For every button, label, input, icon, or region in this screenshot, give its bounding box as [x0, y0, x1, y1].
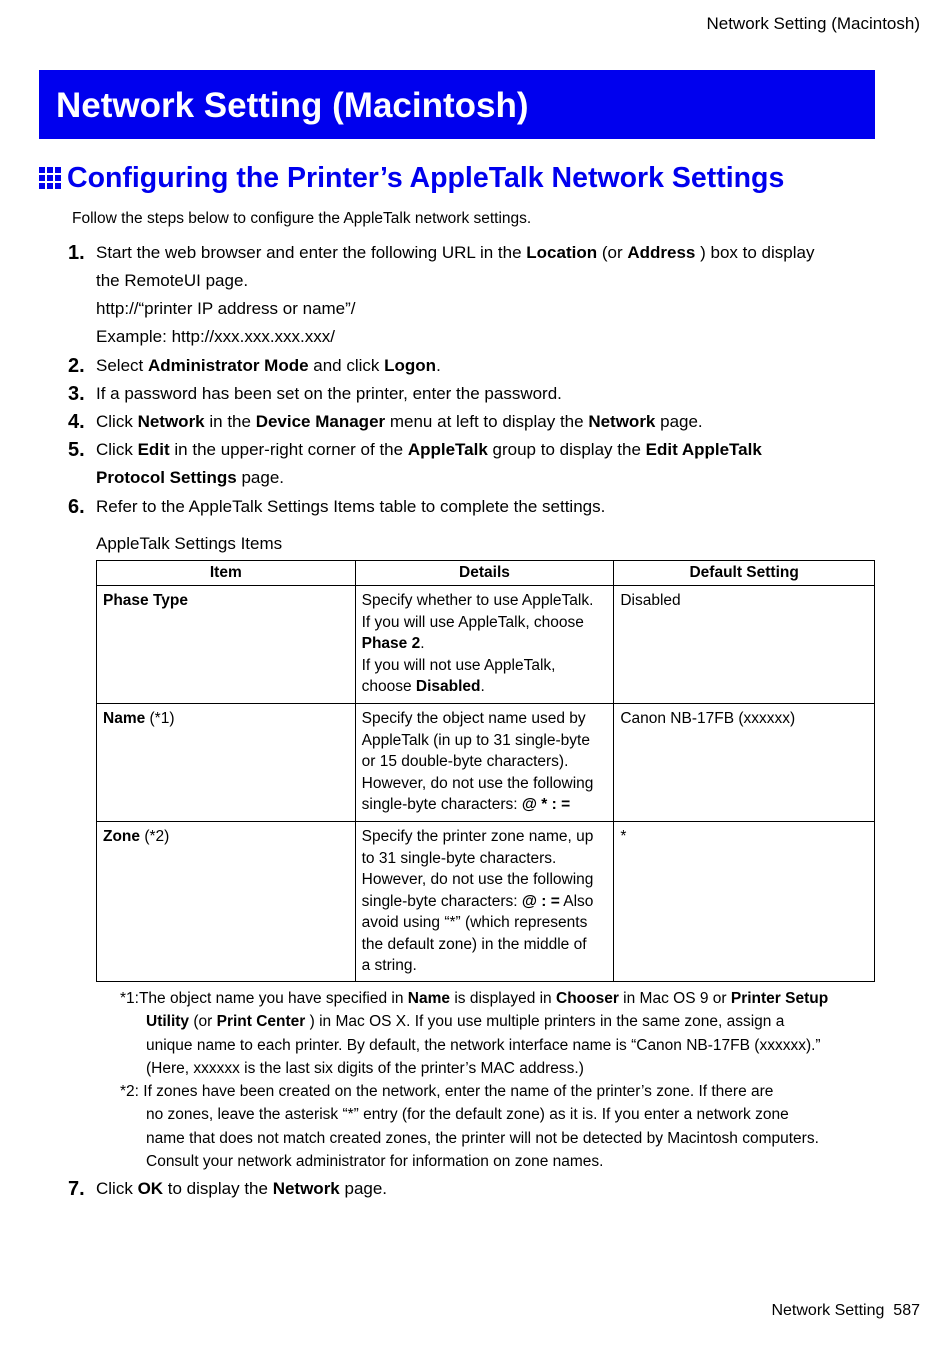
url-template: http://“printer IP address or name”/ — [96, 299, 356, 318]
ui-term: Administrator Mode — [147, 356, 309, 375]
ui-term: Logon — [384, 356, 437, 375]
item-name: Zone — [103, 828, 141, 845]
forbidden-chars: @ : = — [521, 892, 560, 910]
details-line: single-byte characters: — [361, 892, 522, 910]
grid-icon — [39, 167, 61, 189]
step-text: and click — [308, 356, 385, 375]
note-text: no zones, leave the asterisk “*” entry (for the default zone) as it is. If you enter a network zone — [146, 1106, 789, 1124]
details-cell — [355, 822, 614, 982]
step-number: 5. — [68, 439, 85, 461]
note-text: unique name to each printer. By default, the network interface name is “Canon NB-17FB (xxxxxx).” — [146, 1036, 821, 1054]
details-line: Specify the object name used by — [361, 710, 586, 727]
note-text: name that does not match created zones, the printer will not be detected by Macintosh computers. — [146, 1129, 819, 1147]
ui-term: Network — [137, 412, 205, 431]
item-cell — [97, 822, 356, 982]
step-number: 2. — [68, 355, 85, 377]
details-line: Specify whether to use AppleTalk. — [361, 592, 594, 609]
table-caption: AppleTalk Settings Items — [96, 534, 283, 553]
step-number: 1. — [68, 242, 85, 264]
details-line: or 15 double-byte characters). — [361, 753, 569, 770]
step-text: page. — [339, 1179, 388, 1198]
step-text: the RemoteUI page. — [96, 271, 249, 290]
step-text: Click — [96, 412, 138, 431]
default-cell: Canon NB-17FB (xxxxxx) — [614, 704, 875, 822]
step-text: in the upper-right corner of the — [169, 440, 408, 459]
forbidden-chars: @ * : = — [521, 796, 571, 813]
details-line: Specify the printer zone name, up — [361, 828, 594, 845]
note-text: *2: If zones have been created on the network, enter the name of the printer’s zone. If there are — [120, 1083, 774, 1100]
note-text: in Mac OS 9 or — [618, 990, 731, 1007]
note-text: (Here, xxxxxx is the last six digits of the printer’s MAC address.) — [146, 1059, 584, 1077]
item-cell — [97, 704, 356, 822]
table-row — [97, 822, 875, 982]
ui-term: Chooser — [556, 990, 619, 1007]
item-note: (*2) — [140, 828, 170, 845]
item-name: Name — [103, 710, 146, 727]
details-line: the default zone) in the middle of — [361, 935, 587, 953]
intro-text: Follow the steps below to configure the AppleTalk network settings. — [72, 210, 532, 227]
page-title: Network Setting (Macintosh) — [56, 86, 529, 125]
item-cell — [97, 586, 356, 704]
note-text: (or — [189, 1013, 217, 1031]
ui-term: Address — [627, 243, 696, 262]
step-text: menu at left to display the — [385, 412, 589, 431]
column-header: Details — [355, 561, 614, 586]
ui-term: Name — [407, 990, 451, 1007]
ui-term: Disabled — [415, 678, 481, 695]
step-text: Refer to the AppleTalk Settings Items table to complete the settings. — [96, 497, 606, 516]
details-line: single-byte characters: — [361, 796, 522, 813]
ui-term: Print Center — [216, 1013, 306, 1031]
details-line: If you will not use AppleTalk, — [361, 656, 556, 674]
ui-term: Phase 2 — [361, 635, 421, 652]
ui-term: Device Manager — [255, 412, 386, 431]
step-text: Select — [96, 356, 148, 375]
default-cell: Disabled — [614, 586, 875, 704]
settings-table — [96, 560, 875, 982]
step-text: to display the — [163, 1179, 273, 1198]
details-line: a string. — [361, 957, 417, 974]
note-text: ) in Mac OS X. If you use multiple printers in the same zone, assign a — [305, 1013, 785, 1031]
ui-term: Network — [588, 412, 656, 431]
step-text: (or — [597, 243, 628, 262]
details-line: to 31 single-byte characters. — [361, 849, 557, 867]
details-cell — [355, 704, 614, 822]
note-text: *1:The object name you have specified in — [120, 990, 408, 1007]
step-text: group to display the — [487, 440, 646, 459]
table-header-row — [97, 561, 875, 586]
running-header: Network Setting (Macintosh) — [706, 14, 920, 33]
section-heading — [39, 160, 784, 196]
details-line: AppleTalk (in up to 31 single-byte — [361, 731, 590, 749]
table-row — [97, 704, 875, 822]
footnote-2 — [120, 1080, 880, 1173]
ui-term: Protocol Settings — [96, 468, 237, 487]
ui-term: OK — [137, 1179, 164, 1198]
ui-term: Utility — [146, 1013, 190, 1031]
step-text: in the — [204, 412, 256, 431]
ui-term: Location — [526, 243, 598, 262]
item-name: Phase Type — [103, 592, 189, 609]
footer-section: Network Setting — [771, 1302, 885, 1319]
step-text: If a password has been set on the printer, enter the password. — [96, 384, 562, 403]
step-text: Click — [96, 1179, 138, 1198]
ui-term: AppleTalk — [407, 440, 488, 459]
details-line: . — [420, 635, 425, 652]
url-example: Example: http://xxx.xxx.xxx.xxx/ — [96, 327, 336, 346]
note-text: is displayed in — [450, 990, 556, 1007]
title-bar — [39, 70, 875, 139]
details-line: Also — [559, 892, 594, 910]
step-text: Click — [96, 440, 138, 459]
column-header: Default Setting — [614, 561, 875, 586]
ui-term: Edit — [137, 440, 170, 459]
step-number: 3. — [68, 383, 85, 405]
step-text: page. — [655, 412, 703, 431]
step-number: 6. — [68, 496, 85, 518]
ui-term: Printer Setup — [730, 990, 829, 1007]
details-line: However, do not use the following — [361, 774, 594, 792]
details-line: avoid using “*” (which represents — [361, 914, 588, 931]
note-text: Consult your network administrator for information on zone names. — [146, 1152, 604, 1170]
section-title: Configuring the Printer’s AppleTalk Network Settings — [67, 161, 785, 194]
default-cell: * — [614, 822, 875, 982]
footnote-1 — [120, 987, 880, 1080]
column-header: Item — [97, 561, 356, 586]
details-line: If you will use AppleTalk, choose — [361, 613, 584, 631]
step-text: ) box to display — [695, 243, 815, 262]
page-number: 587 — [893, 1302, 920, 1319]
details-cell — [355, 586, 614, 704]
item-note: (*1) — [145, 710, 175, 727]
step-text: page. — [236, 468, 284, 487]
details-line: However, do not use the following — [361, 871, 594, 888]
details-line: . — [480, 678, 485, 695]
step-number: 4. — [68, 411, 85, 433]
ui-term: Network — [272, 1179, 340, 1198]
details-line: choose — [361, 678, 416, 695]
step-text: . — [436, 356, 441, 375]
running-footer — [771, 1302, 920, 1320]
ui-term: Edit AppleTalk — [645, 440, 762, 459]
step-number: 7. — [68, 1178, 85, 1200]
table-row — [97, 586, 875, 704]
step-text: Start the web browser and enter the following URL in the — [96, 243, 527, 262]
